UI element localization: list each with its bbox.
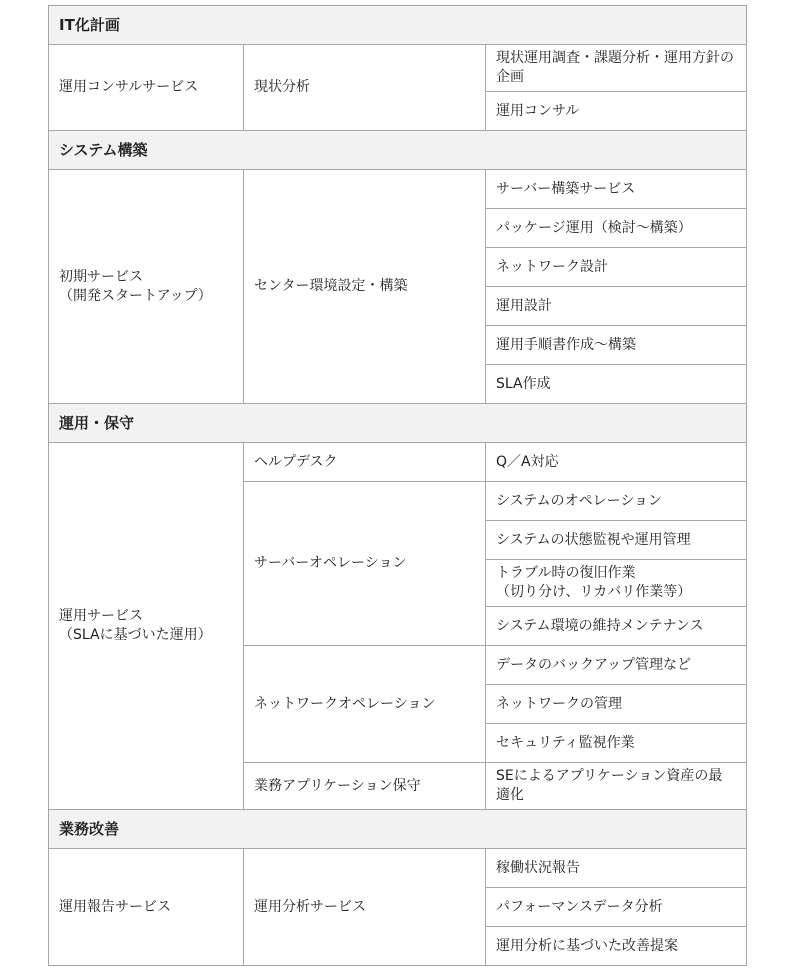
service-name: 運用報告サービス: [49, 849, 244, 966]
task-item: システムの状態監視や運用管理: [486, 521, 747, 560]
table-row: [49, 170, 747, 209]
task-item: 運用設計: [486, 287, 747, 326]
task-item: ネットワークの管理: [486, 685, 747, 724]
table-row: [49, 45, 747, 92]
subservice-name: ヘルプデスク: [244, 443, 486, 482]
subservice-name: ネットワークオペレーション: [244, 646, 486, 763]
task-item: サーバー構築サービス: [486, 170, 747, 209]
section-header-row: [49, 6, 747, 45]
service-table: [48, 5, 747, 966]
service-name: 初期サービス （開発スタートアップ）: [49, 170, 244, 404]
task-item: パッケージ運用（検討～構築）: [486, 209, 747, 248]
task-item: パフォーマンスデータ分析: [486, 888, 747, 927]
task-item: SLA作成: [486, 365, 747, 404]
subservice-name: センター環境設定・構築: [244, 170, 486, 404]
task-item: システムのオペレーション: [486, 482, 747, 521]
task-item: 稼働状況報告: [486, 849, 747, 888]
task-item: セキュリティ監視作業: [486, 724, 747, 763]
table-row: [49, 443, 747, 482]
subservice-name: 運用分析サービス: [244, 849, 486, 966]
task-item: トラブル時の復旧作業 （切り分け、リカバリ作業等）: [486, 560, 747, 607]
task-item: 運用分析に基づいた改善提案: [486, 927, 747, 966]
subservice-name: 現状分析: [244, 45, 486, 131]
section-title: 運用・保守: [49, 404, 747, 443]
task-item: データのバックアップ管理など: [486, 646, 747, 685]
section-header-row: [49, 404, 747, 443]
section-title: システム構築: [49, 131, 747, 170]
task-item: 運用コンサル: [486, 92, 747, 131]
task-item: 運用手順書作成～構築: [486, 326, 747, 365]
table-row: [49, 849, 747, 888]
section-title: IT化計画: [49, 6, 747, 45]
task-item: システム環境の維持メンテナンス: [486, 607, 747, 646]
service-name: 運用サービス （SLAに基づいた運用）: [49, 443, 244, 810]
section-title: 業務改善: [49, 810, 747, 849]
service-name: 運用コンサルサービス: [49, 45, 244, 131]
task-item: 現状運用調査・課題分析・運用方針の企画: [486, 45, 747, 92]
task-item: Q／A対応: [486, 443, 747, 482]
task-item: ネットワーク設計: [486, 248, 747, 287]
section-header-row: [49, 131, 747, 170]
section-header-row: [49, 810, 747, 849]
subservice-name: 業務アプリケーション保守: [244, 763, 486, 810]
task-item: SEによるアプリケーション資産の最適化: [486, 763, 747, 810]
subservice-name: サーバーオペレーション: [244, 482, 486, 646]
